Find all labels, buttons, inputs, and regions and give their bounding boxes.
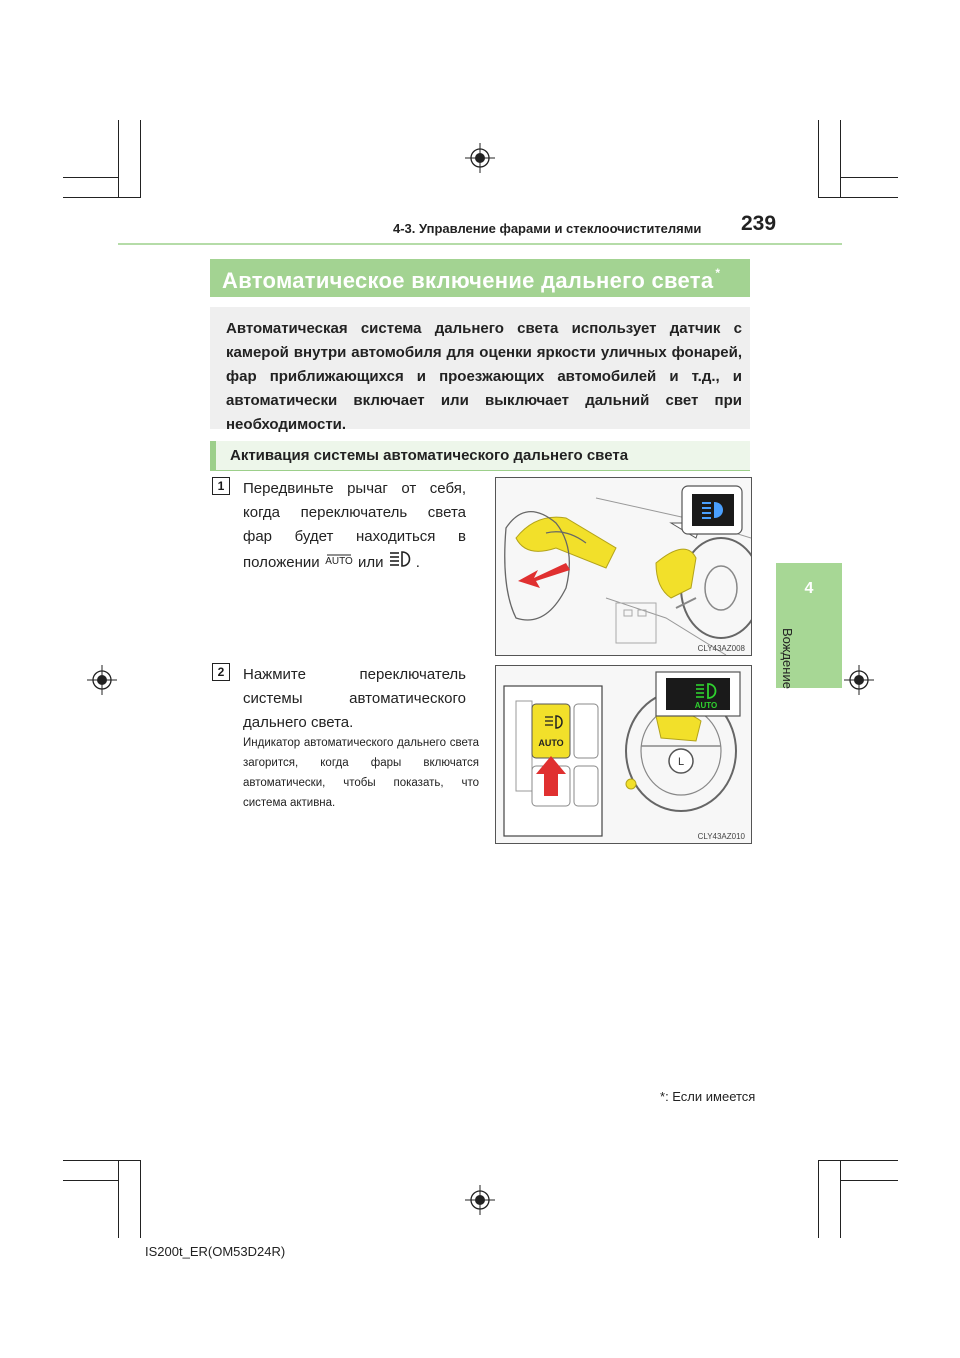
auto-light-icon bbox=[324, 551, 354, 575]
header-rule bbox=[118, 243, 842, 245]
footnote-text: : Если имеется bbox=[665, 1089, 756, 1104]
high-beam-icon bbox=[388, 549, 416, 577]
model-code: IS200t_ER(OM53D24R) bbox=[145, 1244, 286, 1259]
chapter-number: 4 bbox=[804, 580, 814, 597]
page-number: 239 bbox=[741, 212, 777, 235]
lever-illustration bbox=[496, 478, 751, 655]
running-header-title: 4-3. Управление фарами и стеклоочистителями bbox=[393, 221, 702, 236]
figure-2-code: CLY43AZ010 bbox=[697, 832, 745, 841]
chapter-label: Вождение bbox=[780, 628, 795, 689]
step-1-last-line: положении AUTO или . bbox=[243, 549, 466, 577]
intro-paragraph: Автоматическая система дальнего света использует датчик с камерой внутри автомобиля для оценки яркости уличных фонарей, фар приближающихся и проезжающих автомобилей и т.д., и автоматически включает или выключает дальний свет при необходимости. bbox=[210, 307, 750, 429]
section-title bbox=[210, 259, 750, 297]
auto-light-text: AUTO bbox=[325, 556, 353, 567]
step-1-or: или bbox=[358, 553, 384, 571]
registration-mark-left bbox=[87, 665, 117, 695]
step-2-last-line: дальнего света. bbox=[243, 714, 354, 731]
footnote-mark: * bbox=[660, 1089, 666, 1104]
availability-mark: * bbox=[715, 266, 721, 280]
subheading: Активация системы автоматического дальнего света bbox=[210, 441, 750, 471]
footnote bbox=[660, 1089, 755, 1104]
step-2-number: 2 bbox=[212, 663, 230, 681]
figure-1-code: CLY43AZ008 bbox=[697, 644, 745, 653]
figure-lever bbox=[495, 477, 752, 656]
registration-mark-right bbox=[844, 665, 874, 695]
registration-mark-top bbox=[465, 143, 495, 173]
step-2-note: Индикатор автоматического дальнего света загорится, когда фары включатся автоматически, чтобы показать, что система активна. bbox=[243, 737, 479, 809]
step-1-text bbox=[243, 477, 466, 577]
step-2-text bbox=[243, 663, 466, 735]
svg-text:L: L bbox=[677, 756, 685, 768]
auto-indicator-label: AUTO bbox=[694, 701, 718, 710]
switch-illustration bbox=[496, 666, 751, 843]
figure-switch bbox=[495, 665, 752, 844]
step-1-position-word: положении bbox=[243, 553, 320, 571]
step-1-number: 1 bbox=[212, 477, 230, 495]
registration-mark-bottom bbox=[465, 1185, 495, 1215]
auto-light-glyph bbox=[324, 553, 354, 567]
step-1-main: Передвиньте рычаг от себя, когда переключатель света фар будет находиться в bbox=[243, 480, 466, 545]
step-2-main: Нажмите переключатель системы автоматического bbox=[243, 666, 466, 707]
high-beam-glyph bbox=[388, 549, 416, 569]
auto-button-label: AUTO bbox=[538, 738, 564, 748]
section-title-text: Автоматическое включение дальнего света bbox=[222, 268, 714, 293]
